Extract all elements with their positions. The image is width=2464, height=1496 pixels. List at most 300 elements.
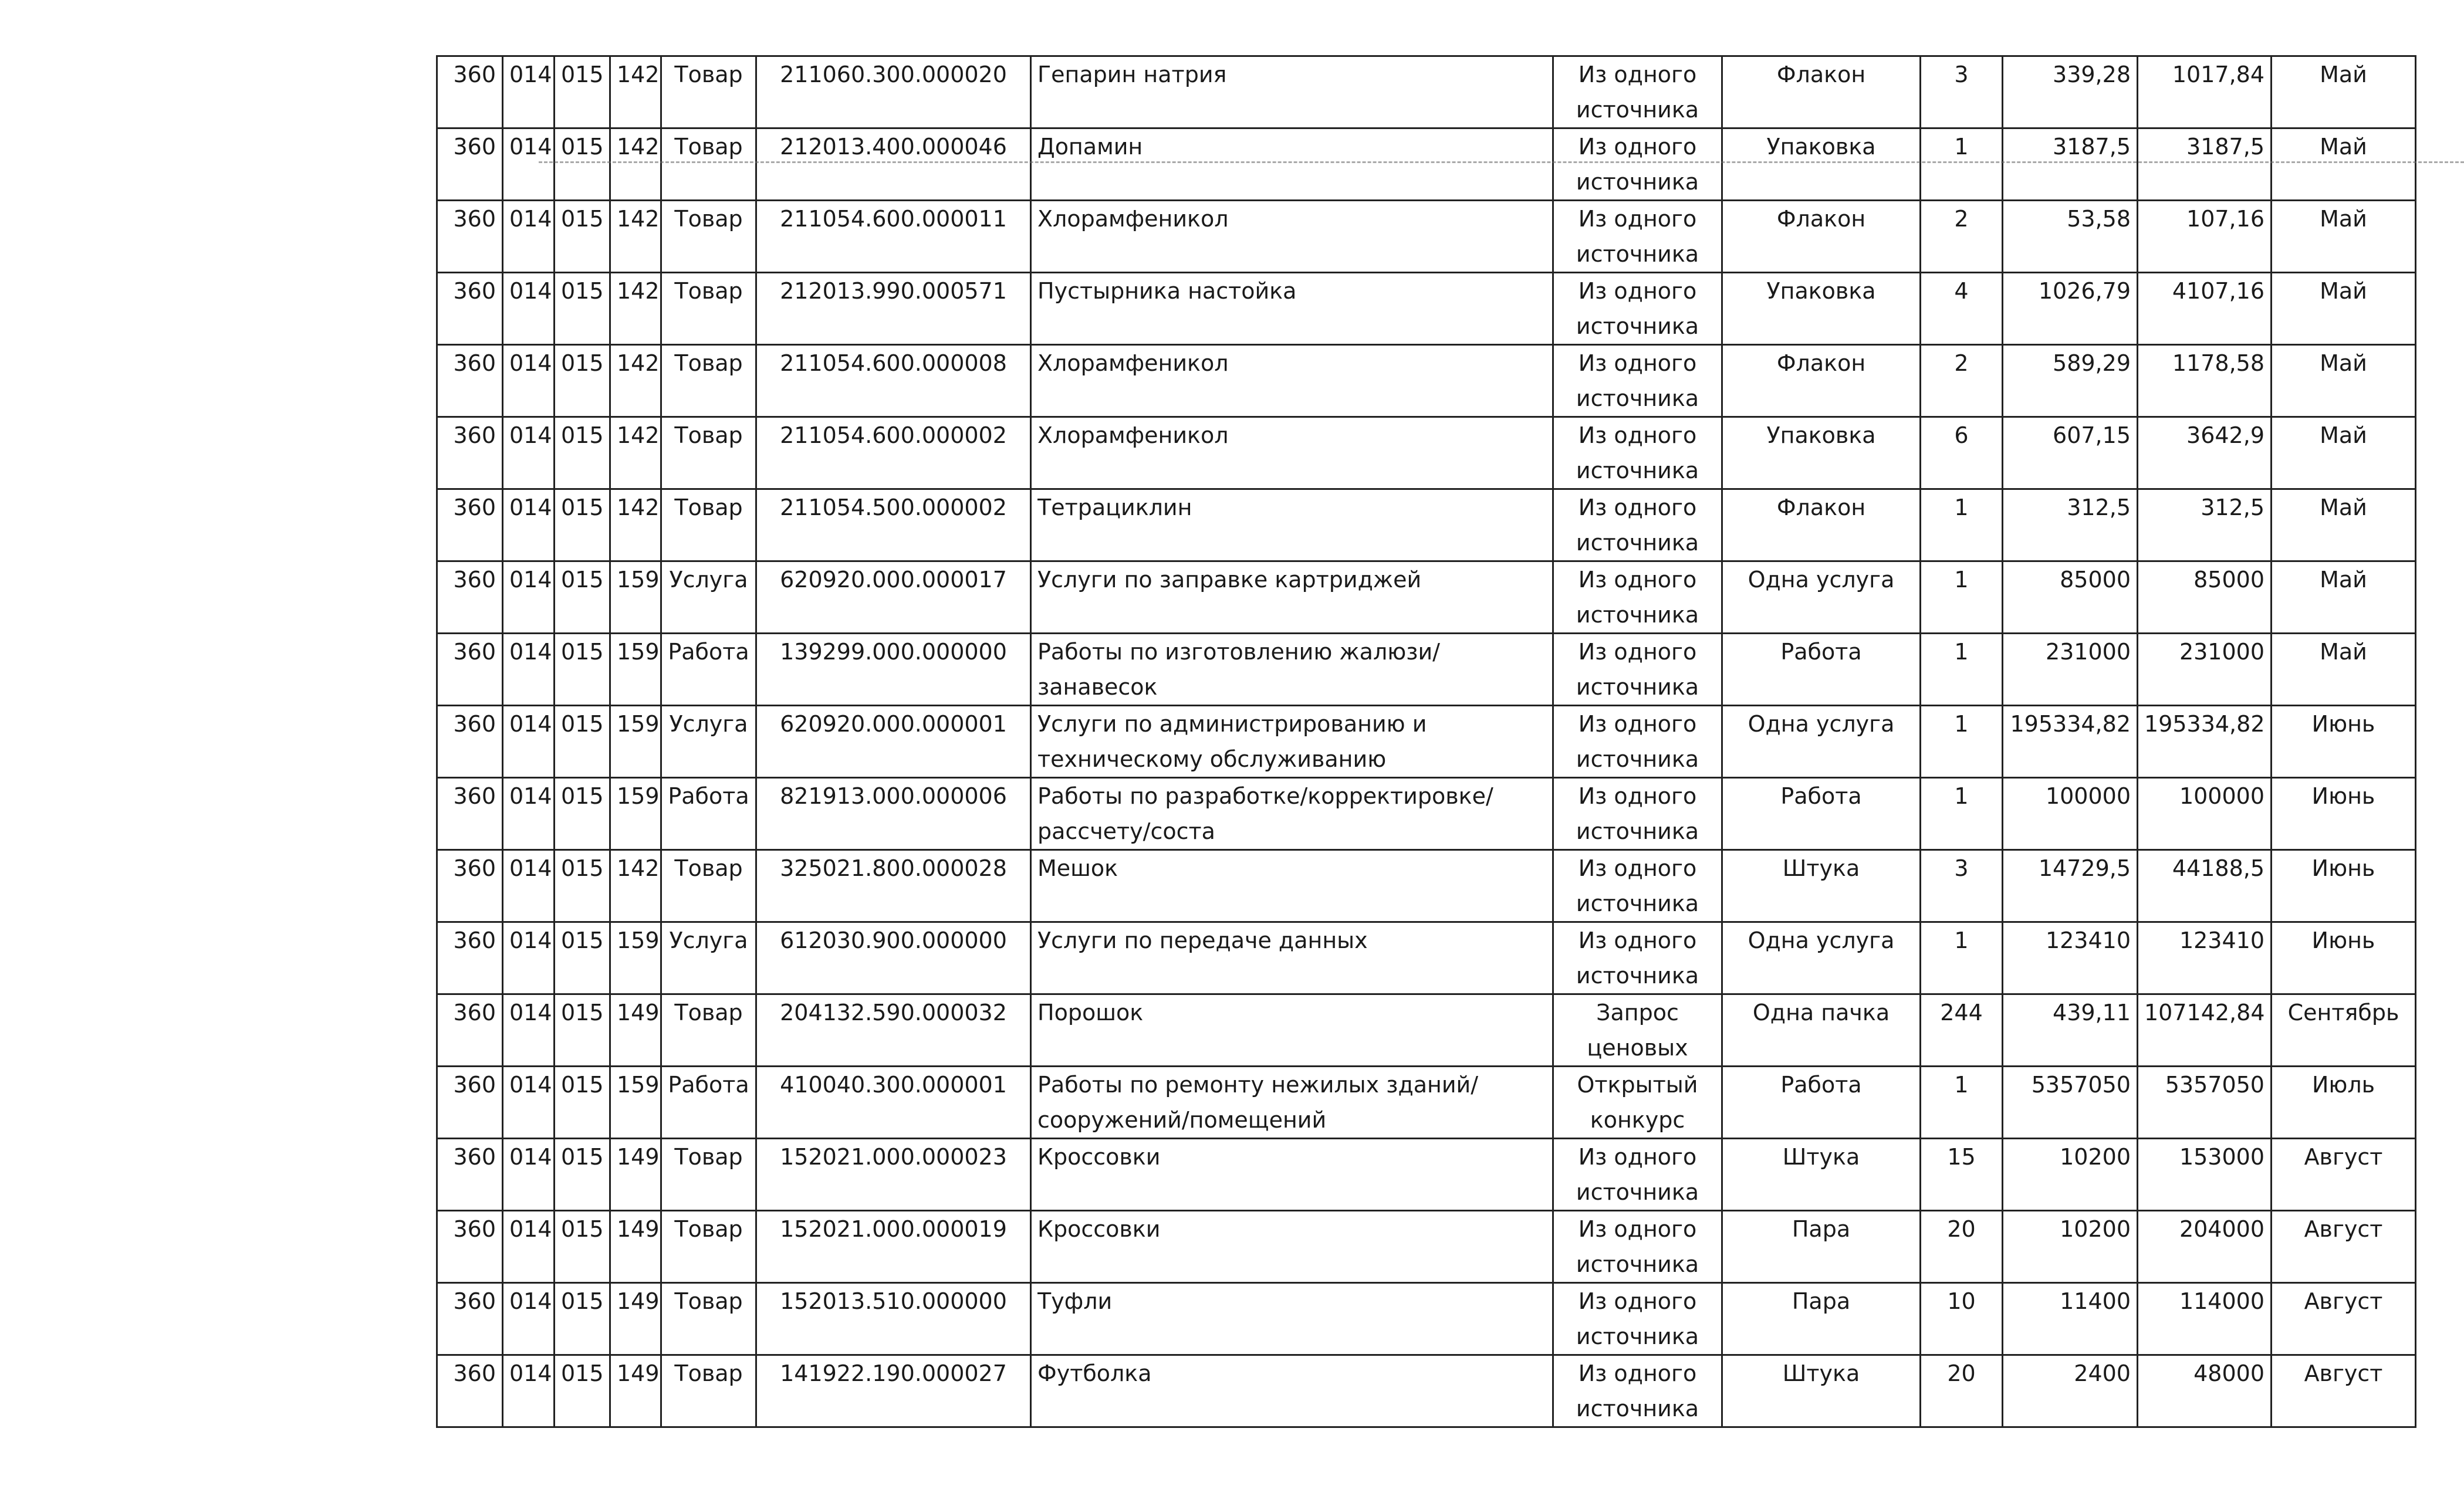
unit-cell: Флакон (1722, 489, 1921, 561)
code-part-2-cell: 014 (503, 345, 555, 417)
item-code-cell: 204132.590.000032 (756, 994, 1031, 1067)
item-type-cell: Работа (661, 634, 756, 706)
unit-cell: Флакон (1722, 56, 1921, 128)
month-cell: Май (2272, 56, 2416, 128)
specifics-code-cell: 149 (610, 994, 661, 1067)
month-cell: Май (2272, 201, 2416, 273)
procurement-method-text: Из одного источника (1576, 495, 1699, 556)
quantity-cell: 2 (1921, 201, 2003, 273)
month-cell: Май (2272, 417, 2416, 489)
item-type-cell: Товар (661, 56, 756, 128)
unit-price-cell: 10200 (2003, 1211, 2138, 1283)
item-type-cell: Товар (661, 1283, 756, 1355)
specifics-code-cell: 142 (610, 56, 661, 128)
item-code-cell: 620920.000.000001 (756, 706, 1031, 778)
procurement-method-text: Из одного источника (1576, 711, 1699, 772)
item-type-cell: Товар (661, 345, 756, 417)
unit-price-cell: 589,29 (2003, 345, 2138, 417)
item-code-cell: 211054.500.000002 (756, 489, 1031, 561)
code-part-1-cell: 360 (437, 345, 503, 417)
code-part-1-cell: 360 (437, 201, 503, 273)
quantity-cell: 1 (1921, 634, 2003, 706)
item-name-text: Хлорамфеникол (1037, 422, 1229, 448)
table-row (437, 706, 2416, 778)
procurement-method-text: Из одного источника (1576, 783, 1699, 844)
item-name-text: Работы по ремонту нежилых зданий/сооружений/помещений (1037, 1072, 1479, 1133)
code-part-1-cell: 360 (437, 1355, 503, 1427)
month-cell: Август (2272, 1283, 2416, 1355)
procurement-method-cell (1553, 634, 1722, 706)
item-name-cell (1031, 922, 1553, 994)
code-part-2-cell: 014 (503, 489, 555, 561)
item-type-cell: Товар (661, 489, 756, 561)
procurement-method-cell (1553, 273, 1722, 345)
code-part-1-cell: 360 (437, 417, 503, 489)
table-row (437, 56, 2416, 128)
procurement-method-text: Из одного источника (1576, 1216, 1699, 1277)
procurement-method-text: Из одного источника (1576, 206, 1699, 267)
procurement-method-cell (1553, 417, 1722, 489)
item-name-cell (1031, 273, 1553, 345)
item-name-cell (1031, 1067, 1553, 1139)
table-row (437, 417, 2416, 489)
item-name-text: Кроссовки (1037, 1216, 1161, 1242)
unit-price-cell: 5357050 (2003, 1067, 2138, 1139)
item-type-cell: Товар (661, 1139, 756, 1211)
unit-price-cell: 10200 (2003, 1139, 2138, 1211)
procurement-method-cell (1553, 1211, 1722, 1283)
item-name-cell (1031, 201, 1553, 273)
procurement-method-text: Запрос ценовых (1587, 1000, 1688, 1061)
procurement-method-text: Из одного источника (1576, 62, 1699, 123)
specifics-code-cell: 149 (610, 1283, 661, 1355)
item-type-cell: Товар (661, 201, 756, 273)
unit-cell: Работа (1722, 634, 1921, 706)
procurement-method-cell (1553, 994, 1722, 1067)
procurement-method-cell (1553, 56, 1722, 128)
item-name-text: Услуги по администрированию и техническому обслуживанию (1037, 711, 1427, 772)
unit-cell: Пара (1722, 1283, 1921, 1355)
unit-cell: Упаковка (1722, 273, 1921, 345)
total-sum-cell: 123410 (2138, 922, 2272, 994)
item-name-cell (1031, 417, 1553, 489)
item-name-cell (1031, 1355, 1553, 1427)
table-row (437, 561, 2416, 634)
code-part-1-cell: 360 (437, 1139, 503, 1211)
item-name-cell (1031, 850, 1553, 922)
procurement-method-cell (1553, 778, 1722, 850)
unit-cell: Работа (1722, 1067, 1921, 1139)
code-part-1-cell: 360 (437, 1067, 503, 1139)
quantity-cell: 4 (1921, 273, 2003, 345)
unit-cell: Упаковка (1722, 417, 1921, 489)
item-name-text: Хлорамфеникол (1037, 206, 1229, 232)
item-code-cell: 152013.510.000000 (756, 1283, 1031, 1355)
item-name-cell (1031, 994, 1553, 1067)
item-name-cell (1031, 1283, 1553, 1355)
unit-price-cell: 439,11 (2003, 994, 2138, 1067)
quantity-cell: 3 (1921, 56, 2003, 128)
unit-price-cell: 2400 (2003, 1355, 2138, 1427)
item-code-cell: 211060.300.000020 (756, 56, 1031, 128)
item-name-cell (1031, 778, 1553, 850)
specifics-code-cell: 149 (610, 1139, 661, 1211)
item-name-text: Туфли (1037, 1288, 1113, 1314)
item-name-text: Работы по разработке/корректировке/рассчету/соста (1037, 783, 1493, 844)
total-sum-cell: 3642,9 (2138, 417, 2272, 489)
code-part-2-cell: 014 (503, 1355, 555, 1427)
total-sum-cell: 1017,84 (2138, 56, 2272, 128)
item-name-text: Гепарин натрия (1037, 62, 1227, 87)
total-sum-cell: 153000 (2138, 1139, 2272, 1211)
table-row (437, 922, 2416, 994)
quantity-cell: 2 (1921, 345, 2003, 417)
total-sum-cell: 312,5 (2138, 489, 2272, 561)
code-part-2-cell: 014 (503, 1139, 555, 1211)
specifics-code-cell: 142 (610, 273, 661, 345)
code-part-1-cell: 360 (437, 561, 503, 634)
item-code-cell: 620920.000.000017 (756, 561, 1031, 634)
unit-price-cell: 11400 (2003, 1283, 2138, 1355)
code-part-3-cell: 015 (555, 1211, 610, 1283)
table-row (437, 1067, 2416, 1139)
unit-cell: Флакон (1722, 201, 1921, 273)
item-type-cell: Товар (661, 1355, 756, 1427)
unit-cell: Штука (1722, 1355, 1921, 1427)
procurement-method-cell (1553, 128, 1722, 201)
unit-price-cell: 14729,5 (2003, 850, 2138, 922)
item-name-cell (1031, 345, 1553, 417)
month-cell: Май (2272, 561, 2416, 634)
item-code-cell: 325021.800.000028 (756, 850, 1031, 922)
code-part-1-cell: 360 (437, 56, 503, 128)
specifics-code-cell: 159 (610, 922, 661, 994)
item-type-cell: Товар (661, 273, 756, 345)
quantity-cell: 20 (1921, 1211, 2003, 1283)
quantity-cell: 1 (1921, 778, 2003, 850)
code-part-1-cell: 360 (437, 994, 503, 1067)
item-type-cell: Работа (661, 1067, 756, 1139)
unit-cell: Штука (1722, 850, 1921, 922)
unit-cell: Одна пачка (1722, 994, 1921, 1067)
code-part-3-cell: 015 (555, 778, 610, 850)
item-name-cell (1031, 1139, 1553, 1211)
item-code-cell: 212013.400.000046 (756, 128, 1031, 201)
procurement-method-cell (1553, 1355, 1722, 1427)
unit-cell: Флакон (1722, 345, 1921, 417)
quantity-cell: 20 (1921, 1355, 2003, 1427)
item-code-cell: 141922.190.000027 (756, 1355, 1031, 1427)
unit-price-cell: 339,28 (2003, 56, 2138, 128)
code-part-3-cell: 015 (555, 417, 610, 489)
specifics-code-cell: 142 (610, 201, 661, 273)
item-name-cell (1031, 706, 1553, 778)
code-part-1-cell: 360 (437, 706, 503, 778)
code-part-1-cell: 360 (437, 1211, 503, 1283)
unit-cell: Одна услуга (1722, 561, 1921, 634)
code-part-3-cell: 015 (555, 922, 610, 994)
code-part-2-cell: 014 (503, 850, 555, 922)
month-cell: Май (2272, 128, 2416, 201)
unit-cell: Пара (1722, 1211, 1921, 1283)
code-part-2-cell: 014 (503, 922, 555, 994)
item-name-text: Мешок (1037, 855, 1118, 881)
code-part-1-cell: 360 (437, 128, 503, 201)
item-code-cell: 211054.600.000008 (756, 345, 1031, 417)
code-part-2-cell: 014 (503, 201, 555, 273)
item-type-cell: Товар (661, 128, 756, 201)
quantity-cell: 244 (1921, 994, 2003, 1067)
procurement-method-cell (1553, 922, 1722, 994)
procurement-method-cell (1553, 1283, 1722, 1355)
item-type-cell: Услуга (661, 706, 756, 778)
total-sum-cell: 195334,82 (2138, 706, 2272, 778)
month-cell: Август (2272, 1211, 2416, 1283)
total-sum-cell: 114000 (2138, 1283, 2272, 1355)
table-body (437, 56, 2416, 1427)
quantity-cell: 6 (1921, 417, 2003, 489)
procurement-table (436, 55, 2416, 1428)
code-part-2-cell: 014 (503, 56, 555, 128)
procurement-method-text: Из одного источника (1576, 855, 1699, 916)
specifics-code-cell: 142 (610, 489, 661, 561)
unit-price-cell: 3187,5 (2003, 128, 2138, 201)
item-name-cell (1031, 1211, 1553, 1283)
procurement-method-cell (1553, 561, 1722, 634)
item-name-text: Тетрациклин (1037, 495, 1192, 520)
table-row (437, 489, 2416, 561)
code-part-3-cell: 015 (555, 706, 610, 778)
item-name-text: Допамин (1037, 134, 1143, 160)
procurement-method-text: Из одного источника (1576, 928, 1699, 989)
code-part-3-cell: 015 (555, 1139, 610, 1211)
quantity-cell: 1 (1921, 128, 2003, 201)
code-part-3-cell: 015 (555, 1283, 610, 1355)
item-code-cell: 211054.600.000002 (756, 417, 1031, 489)
procurement-method-text: Из одного источника (1576, 1360, 1699, 1421)
item-type-cell: Работа (661, 778, 756, 850)
unit-price-cell: 53,58 (2003, 201, 2138, 273)
procurement-method-cell (1553, 850, 1722, 922)
table-row (437, 1139, 2416, 1211)
code-part-3-cell: 015 (555, 489, 610, 561)
total-sum-cell: 48000 (2138, 1355, 2272, 1427)
month-cell: Август (2272, 1139, 2416, 1211)
code-part-3-cell: 015 (555, 850, 610, 922)
code-part-1-cell: 360 (437, 778, 503, 850)
procurement-method-cell (1553, 489, 1722, 561)
month-cell: Май (2272, 273, 2416, 345)
item-name-text: Порошок (1037, 1000, 1144, 1025)
item-code-cell: 821913.000.000006 (756, 778, 1031, 850)
item-code-cell: 212013.990.000571 (756, 273, 1031, 345)
code-part-3-cell: 015 (555, 634, 610, 706)
quantity-cell: 1 (1921, 561, 2003, 634)
code-part-2-cell: 014 (503, 778, 555, 850)
item-code-cell: 410040.300.000001 (756, 1067, 1031, 1139)
table-row (437, 850, 2416, 922)
month-cell: Август (2272, 1355, 2416, 1427)
procurement-method-text: Открытый конкурс (1577, 1072, 1698, 1133)
quantity-cell: 1 (1921, 1067, 2003, 1139)
specifics-code-cell: 149 (610, 1355, 661, 1427)
unit-price-cell: 607,15 (2003, 417, 2138, 489)
procurement-method-text: Из одного источника (1576, 639, 1699, 700)
table-row (437, 201, 2416, 273)
code-part-3-cell: 015 (555, 273, 610, 345)
item-name-cell (1031, 634, 1553, 706)
total-sum-cell: 204000 (2138, 1211, 2272, 1283)
item-name-cell (1031, 489, 1553, 561)
total-sum-cell: 4107,16 (2138, 273, 2272, 345)
procurement-method-cell (1553, 706, 1722, 778)
item-type-cell: Товар (661, 850, 756, 922)
specifics-code-cell: 159 (610, 634, 661, 706)
code-part-1-cell: 360 (437, 273, 503, 345)
code-part-2-cell: 014 (503, 1283, 555, 1355)
item-code-cell: 612030.900.000000 (756, 922, 1031, 994)
item-type-cell: Услуга (661, 561, 756, 634)
month-cell: Июнь (2272, 778, 2416, 850)
quantity-cell: 1 (1921, 706, 2003, 778)
item-name-text: Футболка (1037, 1360, 1152, 1386)
quantity-cell: 10 (1921, 1283, 2003, 1355)
unit-price-cell: 312,5 (2003, 489, 2138, 561)
code-part-2-cell: 014 (503, 561, 555, 634)
code-part-2-cell: 014 (503, 128, 555, 201)
table-row (437, 128, 2416, 201)
item-name-text: Услуги по передаче данных (1037, 928, 1368, 953)
code-part-1-cell: 360 (437, 922, 503, 994)
specifics-code-cell: 142 (610, 128, 661, 201)
total-sum-cell: 3187,5 (2138, 128, 2272, 201)
code-part-1-cell: 360 (437, 634, 503, 706)
item-name-cell (1031, 56, 1553, 128)
month-cell: Май (2272, 634, 2416, 706)
item-code-cell: 139299.000.000000 (756, 634, 1031, 706)
procurement-method-text: Из одного источника (1576, 1288, 1699, 1349)
code-part-1-cell: 360 (437, 489, 503, 561)
code-part-3-cell: 015 (555, 128, 610, 201)
total-sum-cell: 231000 (2138, 634, 2272, 706)
item-name-text: Хлорамфеникол (1037, 350, 1229, 376)
unit-price-cell: 195334,82 (2003, 706, 2138, 778)
item-code-cell: 152021.000.000023 (756, 1139, 1031, 1211)
code-part-3-cell: 015 (555, 561, 610, 634)
quantity-cell: 1 (1921, 489, 2003, 561)
item-type-cell: Услуга (661, 922, 756, 994)
unit-cell: Одна услуга (1722, 922, 1921, 994)
item-name-text: Кроссовки (1037, 1144, 1161, 1170)
month-cell: Май (2272, 489, 2416, 561)
total-sum-cell: 5357050 (2138, 1067, 2272, 1139)
specifics-code-cell: 159 (610, 561, 661, 634)
procurement-method-text: Из одного источника (1576, 1144, 1699, 1205)
total-sum-cell: 1178,58 (2138, 345, 2272, 417)
month-cell: Июнь (2272, 706, 2416, 778)
specifics-code-cell: 142 (610, 345, 661, 417)
unit-price-cell: 231000 (2003, 634, 2138, 706)
procurement-method-text: Из одного источника (1576, 422, 1699, 483)
procurement-method-text: Из одного источника (1576, 567, 1699, 628)
specifics-code-cell: 159 (610, 778, 661, 850)
unit-cell: Одна услуга (1722, 706, 1921, 778)
total-sum-cell: 44188,5 (2138, 850, 2272, 922)
total-sum-cell: 107,16 (2138, 201, 2272, 273)
item-type-cell: Товар (661, 1211, 756, 1283)
table-row (437, 1283, 2416, 1355)
code-part-3-cell: 015 (555, 994, 610, 1067)
unit-price-cell: 1026,79 (2003, 273, 2138, 345)
item-code-cell: 211054.600.000011 (756, 201, 1031, 273)
quantity-cell: 1 (1921, 922, 2003, 994)
specifics-code-cell: 159 (610, 706, 661, 778)
item-type-cell: Товар (661, 994, 756, 1067)
item-name-text: Пустырника настойка (1037, 278, 1297, 304)
procurement-method-text: Из одного источника (1576, 134, 1699, 195)
quantity-cell: 15 (1921, 1139, 2003, 1211)
item-name-text: Услуги по заправке картриджей (1037, 567, 1422, 593)
table-row (437, 1211, 2416, 1283)
code-part-1-cell: 360 (437, 850, 503, 922)
code-part-3-cell: 015 (555, 1355, 610, 1427)
item-code-cell: 152021.000.000019 (756, 1211, 1031, 1283)
code-part-2-cell: 014 (503, 1067, 555, 1139)
procurement-method-text: Из одного источника (1576, 278, 1699, 339)
total-sum-cell: 100000 (2138, 778, 2272, 850)
code-part-3-cell: 015 (555, 201, 610, 273)
item-type-cell: Товар (661, 417, 756, 489)
quantity-cell: 3 (1921, 850, 2003, 922)
code-part-3-cell: 015 (555, 56, 610, 128)
specifics-code-cell: 142 (610, 850, 661, 922)
code-part-2-cell: 014 (503, 706, 555, 778)
item-name-cell (1031, 561, 1553, 634)
procurement-method-text: Из одного источника (1576, 350, 1699, 411)
unit-price-cell: 85000 (2003, 561, 2138, 634)
unit-price-cell: 100000 (2003, 778, 2138, 850)
month-cell: Сентябрь (2272, 994, 2416, 1067)
unit-price-cell: 123410 (2003, 922, 2138, 994)
item-name-cell (1031, 128, 1553, 201)
month-cell: Июнь (2272, 850, 2416, 922)
table-row (437, 345, 2416, 417)
total-sum-cell: 85000 (2138, 561, 2272, 634)
procurement-method-cell (1553, 1139, 1722, 1211)
procurement-method-cell (1553, 201, 1722, 273)
unit-cell: Работа (1722, 778, 1921, 850)
specifics-code-cell: 159 (610, 1067, 661, 1139)
specifics-code-cell: 142 (610, 417, 661, 489)
code-part-2-cell: 014 (503, 273, 555, 345)
item-name-text: Работы по изготовлению жалюзи/занавесок (1037, 639, 1440, 700)
code-part-3-cell: 015 (555, 1067, 610, 1139)
unit-cell: Штука (1722, 1139, 1921, 1211)
code-part-1-cell: 360 (437, 1283, 503, 1355)
table-row (437, 1355, 2416, 1427)
scan-artifact-line (539, 161, 2464, 163)
code-part-2-cell: 014 (503, 417, 555, 489)
code-part-2-cell: 014 (503, 1211, 555, 1283)
procurement-method-cell (1553, 1067, 1722, 1139)
table-row (437, 634, 2416, 706)
month-cell: Июль (2272, 1067, 2416, 1139)
specifics-code-cell: 149 (610, 1211, 661, 1283)
procurement-method-cell (1553, 345, 1722, 417)
code-part-3-cell: 015 (555, 345, 610, 417)
code-part-2-cell: 014 (503, 994, 555, 1067)
month-cell: Июнь (2272, 922, 2416, 994)
